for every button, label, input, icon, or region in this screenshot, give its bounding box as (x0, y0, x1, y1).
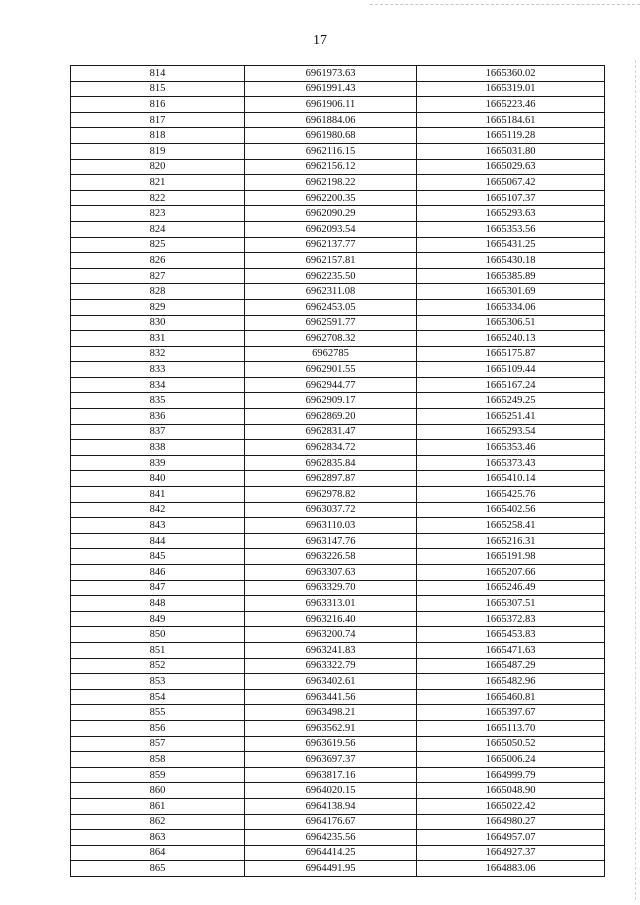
x-coordinate-cell: 6962311.08 (245, 284, 417, 300)
point-number-cell: 844 (71, 533, 245, 549)
x-coordinate-cell: 6962944.77 (245, 377, 417, 393)
y-coordinate-cell: 1665430.18 (417, 253, 605, 269)
y-coordinate-cell: 1665353.46 (417, 440, 605, 456)
x-coordinate-cell: 6964020.15 (245, 783, 417, 799)
table-row (71, 362, 605, 378)
scan-edge-mark (635, 60, 636, 900)
x-coordinate-cell: 6962897.87 (245, 471, 417, 487)
point-number-cell: 851 (71, 642, 245, 658)
y-coordinate-cell: 1665029.63 (417, 159, 605, 175)
point-number-cell: 864 (71, 845, 245, 861)
point-number-cell: 818 (71, 128, 245, 144)
y-coordinate-cell: 1665109.44 (417, 362, 605, 378)
table-row (71, 377, 605, 393)
table-row (71, 580, 605, 596)
point-number-cell: 848 (71, 596, 245, 612)
table-row (71, 783, 605, 799)
point-number-cell: 835 (71, 393, 245, 409)
table-row (71, 471, 605, 487)
point-number-cell: 865 (71, 861, 245, 877)
table-row (71, 97, 605, 113)
point-number-cell: 860 (71, 783, 245, 799)
table-row (71, 658, 605, 674)
point-number-cell: 836 (71, 409, 245, 425)
y-coordinate-cell: 1665067.42 (417, 175, 605, 191)
x-coordinate-cell: 6962157.81 (245, 253, 417, 269)
x-coordinate-cell: 6963241.83 (245, 642, 417, 658)
table-row (71, 736, 605, 752)
y-coordinate-cell: 1665397.67 (417, 705, 605, 721)
table-row (71, 814, 605, 830)
table-row (71, 705, 605, 721)
x-coordinate-cell: 6963313.01 (245, 596, 417, 612)
y-coordinate-cell: 1665431.25 (417, 237, 605, 253)
y-coordinate-cell: 1665240.13 (417, 331, 605, 347)
point-number-cell: 852 (71, 658, 245, 674)
x-coordinate-cell: 6962831.47 (245, 424, 417, 440)
table-row (71, 299, 605, 315)
x-coordinate-cell: 6962116.15 (245, 143, 417, 159)
point-number-cell: 842 (71, 502, 245, 518)
table-row (71, 830, 605, 846)
point-number-cell: 814 (71, 66, 245, 82)
y-coordinate-cell: 1664999.79 (417, 767, 605, 783)
point-number-cell: 821 (71, 175, 245, 191)
x-coordinate-cell: 6963147.76 (245, 533, 417, 549)
table-row (71, 206, 605, 222)
point-number-cell: 833 (71, 362, 245, 378)
table-row (71, 253, 605, 269)
y-coordinate-cell: 1664927.37 (417, 845, 605, 861)
x-coordinate-cell: 6963402.61 (245, 674, 417, 690)
y-coordinate-cell: 1665207.66 (417, 565, 605, 581)
point-number-cell: 839 (71, 455, 245, 471)
y-coordinate-cell: 1665334.06 (417, 299, 605, 315)
point-number-cell: 832 (71, 346, 245, 362)
x-coordinate-cell: 6962156.12 (245, 159, 417, 175)
y-coordinate-cell: 1665372.83 (417, 611, 605, 627)
table-row (71, 112, 605, 128)
point-number-cell: 859 (71, 767, 245, 783)
y-coordinate-cell: 1665223.46 (417, 97, 605, 113)
point-number-cell: 840 (71, 471, 245, 487)
y-coordinate-cell: 1665175.87 (417, 346, 605, 362)
y-coordinate-cell: 1665453.83 (417, 627, 605, 643)
table-row (71, 611, 605, 627)
point-number-cell: 863 (71, 830, 245, 846)
table-row (71, 159, 605, 175)
point-number-cell: 826 (71, 253, 245, 269)
table-row (71, 565, 605, 581)
table-row (71, 502, 605, 518)
point-number-cell: 854 (71, 689, 245, 705)
point-number-cell: 846 (71, 565, 245, 581)
x-coordinate-cell: 6963562.91 (245, 720, 417, 736)
y-coordinate-cell: 1665246.49 (417, 580, 605, 596)
x-coordinate-cell: 6963322.79 (245, 658, 417, 674)
table-row (71, 845, 605, 861)
x-coordinate-cell: 6963037.72 (245, 502, 417, 518)
x-coordinate-cell: 6961884.06 (245, 112, 417, 128)
point-number-cell: 815 (71, 81, 245, 97)
x-coordinate-cell: 6961973.63 (245, 66, 417, 82)
scan-edge-mark (370, 4, 640, 5)
table-row (71, 128, 605, 144)
point-number-cell: 837 (71, 424, 245, 440)
x-coordinate-cell: 6962137.77 (245, 237, 417, 253)
y-coordinate-cell: 1665460.81 (417, 689, 605, 705)
point-number-cell: 825 (71, 237, 245, 253)
y-coordinate-cell: 1665410.14 (417, 471, 605, 487)
table-row (71, 627, 605, 643)
x-coordinate-cell: 6962835.84 (245, 455, 417, 471)
x-coordinate-cell: 6962834.72 (245, 440, 417, 456)
point-number-cell: 861 (71, 798, 245, 814)
table-row (71, 393, 605, 409)
table-row (71, 518, 605, 534)
x-coordinate-cell: 6962453.05 (245, 299, 417, 315)
x-coordinate-cell: 6963226.58 (245, 549, 417, 565)
y-coordinate-cell: 1665107.37 (417, 190, 605, 206)
point-number-cell: 850 (71, 627, 245, 643)
point-number-cell: 827 (71, 268, 245, 284)
x-coordinate-cell: 6962591.77 (245, 315, 417, 331)
x-coordinate-cell: 6963441.56 (245, 689, 417, 705)
x-coordinate-cell: 6962978.82 (245, 487, 417, 503)
x-coordinate-cell: 6962708.32 (245, 331, 417, 347)
x-coordinate-cell: 6962235.50 (245, 268, 417, 284)
x-coordinate-cell: 6963329.70 (245, 580, 417, 596)
x-coordinate-cell: 6963498.21 (245, 705, 417, 721)
point-number-cell: 830 (71, 315, 245, 331)
x-coordinate-cell: 6962090.29 (245, 206, 417, 222)
table-row (71, 190, 605, 206)
y-coordinate-cell: 1665167.24 (417, 377, 605, 393)
table-row (71, 549, 605, 565)
y-coordinate-cell: 1665006.24 (417, 752, 605, 768)
x-coordinate-cell: 6962198.22 (245, 175, 417, 191)
point-number-cell: 843 (71, 518, 245, 534)
y-coordinate-cell: 1665306.51 (417, 315, 605, 331)
coordinates-table-body (71, 66, 605, 877)
point-number-cell: 862 (71, 814, 245, 830)
y-coordinate-cell: 1665471.63 (417, 642, 605, 658)
y-coordinate-cell: 1665048.90 (417, 783, 605, 799)
x-coordinate-cell: 6964235.56 (245, 830, 417, 846)
y-coordinate-cell: 1665385.89 (417, 268, 605, 284)
table-row (71, 237, 605, 253)
point-number-cell: 849 (71, 611, 245, 627)
y-coordinate-cell: 1665191.98 (417, 549, 605, 565)
table-row (71, 315, 605, 331)
table-row (71, 409, 605, 425)
point-number-cell: 823 (71, 206, 245, 222)
y-coordinate-cell: 1665373.43 (417, 455, 605, 471)
point-number-cell: 819 (71, 143, 245, 159)
x-coordinate-cell: 6964138.94 (245, 798, 417, 814)
point-number-cell: 855 (71, 705, 245, 721)
y-coordinate-cell: 1665360.02 (417, 66, 605, 82)
table-row (71, 346, 605, 362)
y-coordinate-cell: 1665482.96 (417, 674, 605, 690)
table-row (71, 720, 605, 736)
table-row (71, 175, 605, 191)
table-row (71, 81, 605, 97)
point-number-cell: 853 (71, 674, 245, 690)
y-coordinate-cell: 1665216.31 (417, 533, 605, 549)
x-coordinate-cell: 6962909.17 (245, 393, 417, 409)
x-coordinate-cell: 6963817.16 (245, 767, 417, 783)
y-coordinate-cell: 1665251.41 (417, 409, 605, 425)
x-coordinate-cell: 6961906.11 (245, 97, 417, 113)
point-number-cell: 824 (71, 221, 245, 237)
point-number-cell: 817 (71, 112, 245, 128)
x-coordinate-cell: 6964414.25 (245, 845, 417, 861)
y-coordinate-cell: 1665258.41 (417, 518, 605, 534)
point-number-cell: 828 (71, 284, 245, 300)
x-coordinate-cell: 6962901.55 (245, 362, 417, 378)
point-number-cell: 857 (71, 736, 245, 752)
table-row (71, 331, 605, 347)
point-number-cell: 834 (71, 377, 245, 393)
table-row (71, 66, 605, 82)
y-coordinate-cell: 1665319.01 (417, 81, 605, 97)
coordinates-table (70, 65, 605, 877)
table-row (71, 752, 605, 768)
table-row (71, 143, 605, 159)
table-row (71, 284, 605, 300)
y-coordinate-cell: 1664957.07 (417, 830, 605, 846)
point-number-cell: 841 (71, 487, 245, 503)
x-coordinate-cell: 6961980.68 (245, 128, 417, 144)
point-number-cell: 858 (71, 752, 245, 768)
table-row (71, 455, 605, 471)
x-coordinate-cell: 6963110.03 (245, 518, 417, 534)
table-row (71, 798, 605, 814)
y-coordinate-cell: 1665307.51 (417, 596, 605, 612)
x-coordinate-cell: 6962093.54 (245, 221, 417, 237)
point-number-cell: 822 (71, 190, 245, 206)
point-number-cell: 816 (71, 97, 245, 113)
table-row (71, 424, 605, 440)
page-number: 17 (313, 33, 327, 48)
point-number-cell: 831 (71, 331, 245, 347)
table-row (71, 440, 605, 456)
y-coordinate-cell: 1664980.27 (417, 814, 605, 830)
y-coordinate-cell: 1665425.76 (417, 487, 605, 503)
table-row (71, 268, 605, 284)
table-row (71, 674, 605, 690)
y-coordinate-cell: 1665249.25 (417, 393, 605, 409)
table-row (71, 596, 605, 612)
point-number-cell: 829 (71, 299, 245, 315)
table-row (71, 533, 605, 549)
table-row (71, 861, 605, 877)
y-coordinate-cell: 1665487.29 (417, 658, 605, 674)
x-coordinate-cell: 6961991.43 (245, 81, 417, 97)
point-number-cell: 820 (71, 159, 245, 175)
x-coordinate-cell: 6963307.63 (245, 565, 417, 581)
table-row (71, 487, 605, 503)
x-coordinate-cell: 6964176.67 (245, 814, 417, 830)
x-coordinate-cell: 6963697.37 (245, 752, 417, 768)
y-coordinate-cell: 1665402.56 (417, 502, 605, 518)
x-coordinate-cell: 6963216.40 (245, 611, 417, 627)
x-coordinate-cell: 6962200.35 (245, 190, 417, 206)
table-row (71, 642, 605, 658)
table-row (71, 767, 605, 783)
x-coordinate-cell: 6963200.74 (245, 627, 417, 643)
y-coordinate-cell: 1665113.70 (417, 720, 605, 736)
y-coordinate-cell: 1665031.80 (417, 143, 605, 159)
point-number-cell: 856 (71, 720, 245, 736)
y-coordinate-cell: 1665293.63 (417, 206, 605, 222)
y-coordinate-cell: 1665301.69 (417, 284, 605, 300)
y-coordinate-cell: 1665293.54 (417, 424, 605, 440)
y-coordinate-cell: 1665353.56 (417, 221, 605, 237)
point-number-cell: 847 (71, 580, 245, 596)
table-row (71, 689, 605, 705)
y-coordinate-cell: 1665184.61 (417, 112, 605, 128)
table-row (71, 221, 605, 237)
x-coordinate-cell: 6963619.56 (245, 736, 417, 752)
y-coordinate-cell: 1665050.52 (417, 736, 605, 752)
x-coordinate-cell: 6962785 (245, 346, 417, 362)
x-coordinate-cell: 6964491.95 (245, 861, 417, 877)
y-coordinate-cell: 1665022.42 (417, 798, 605, 814)
x-coordinate-cell: 6962869.20 (245, 409, 417, 425)
point-number-cell: 838 (71, 440, 245, 456)
point-number-cell: 845 (71, 549, 245, 565)
y-coordinate-cell: 1664883.06 (417, 861, 605, 877)
y-coordinate-cell: 1665119.28 (417, 128, 605, 144)
